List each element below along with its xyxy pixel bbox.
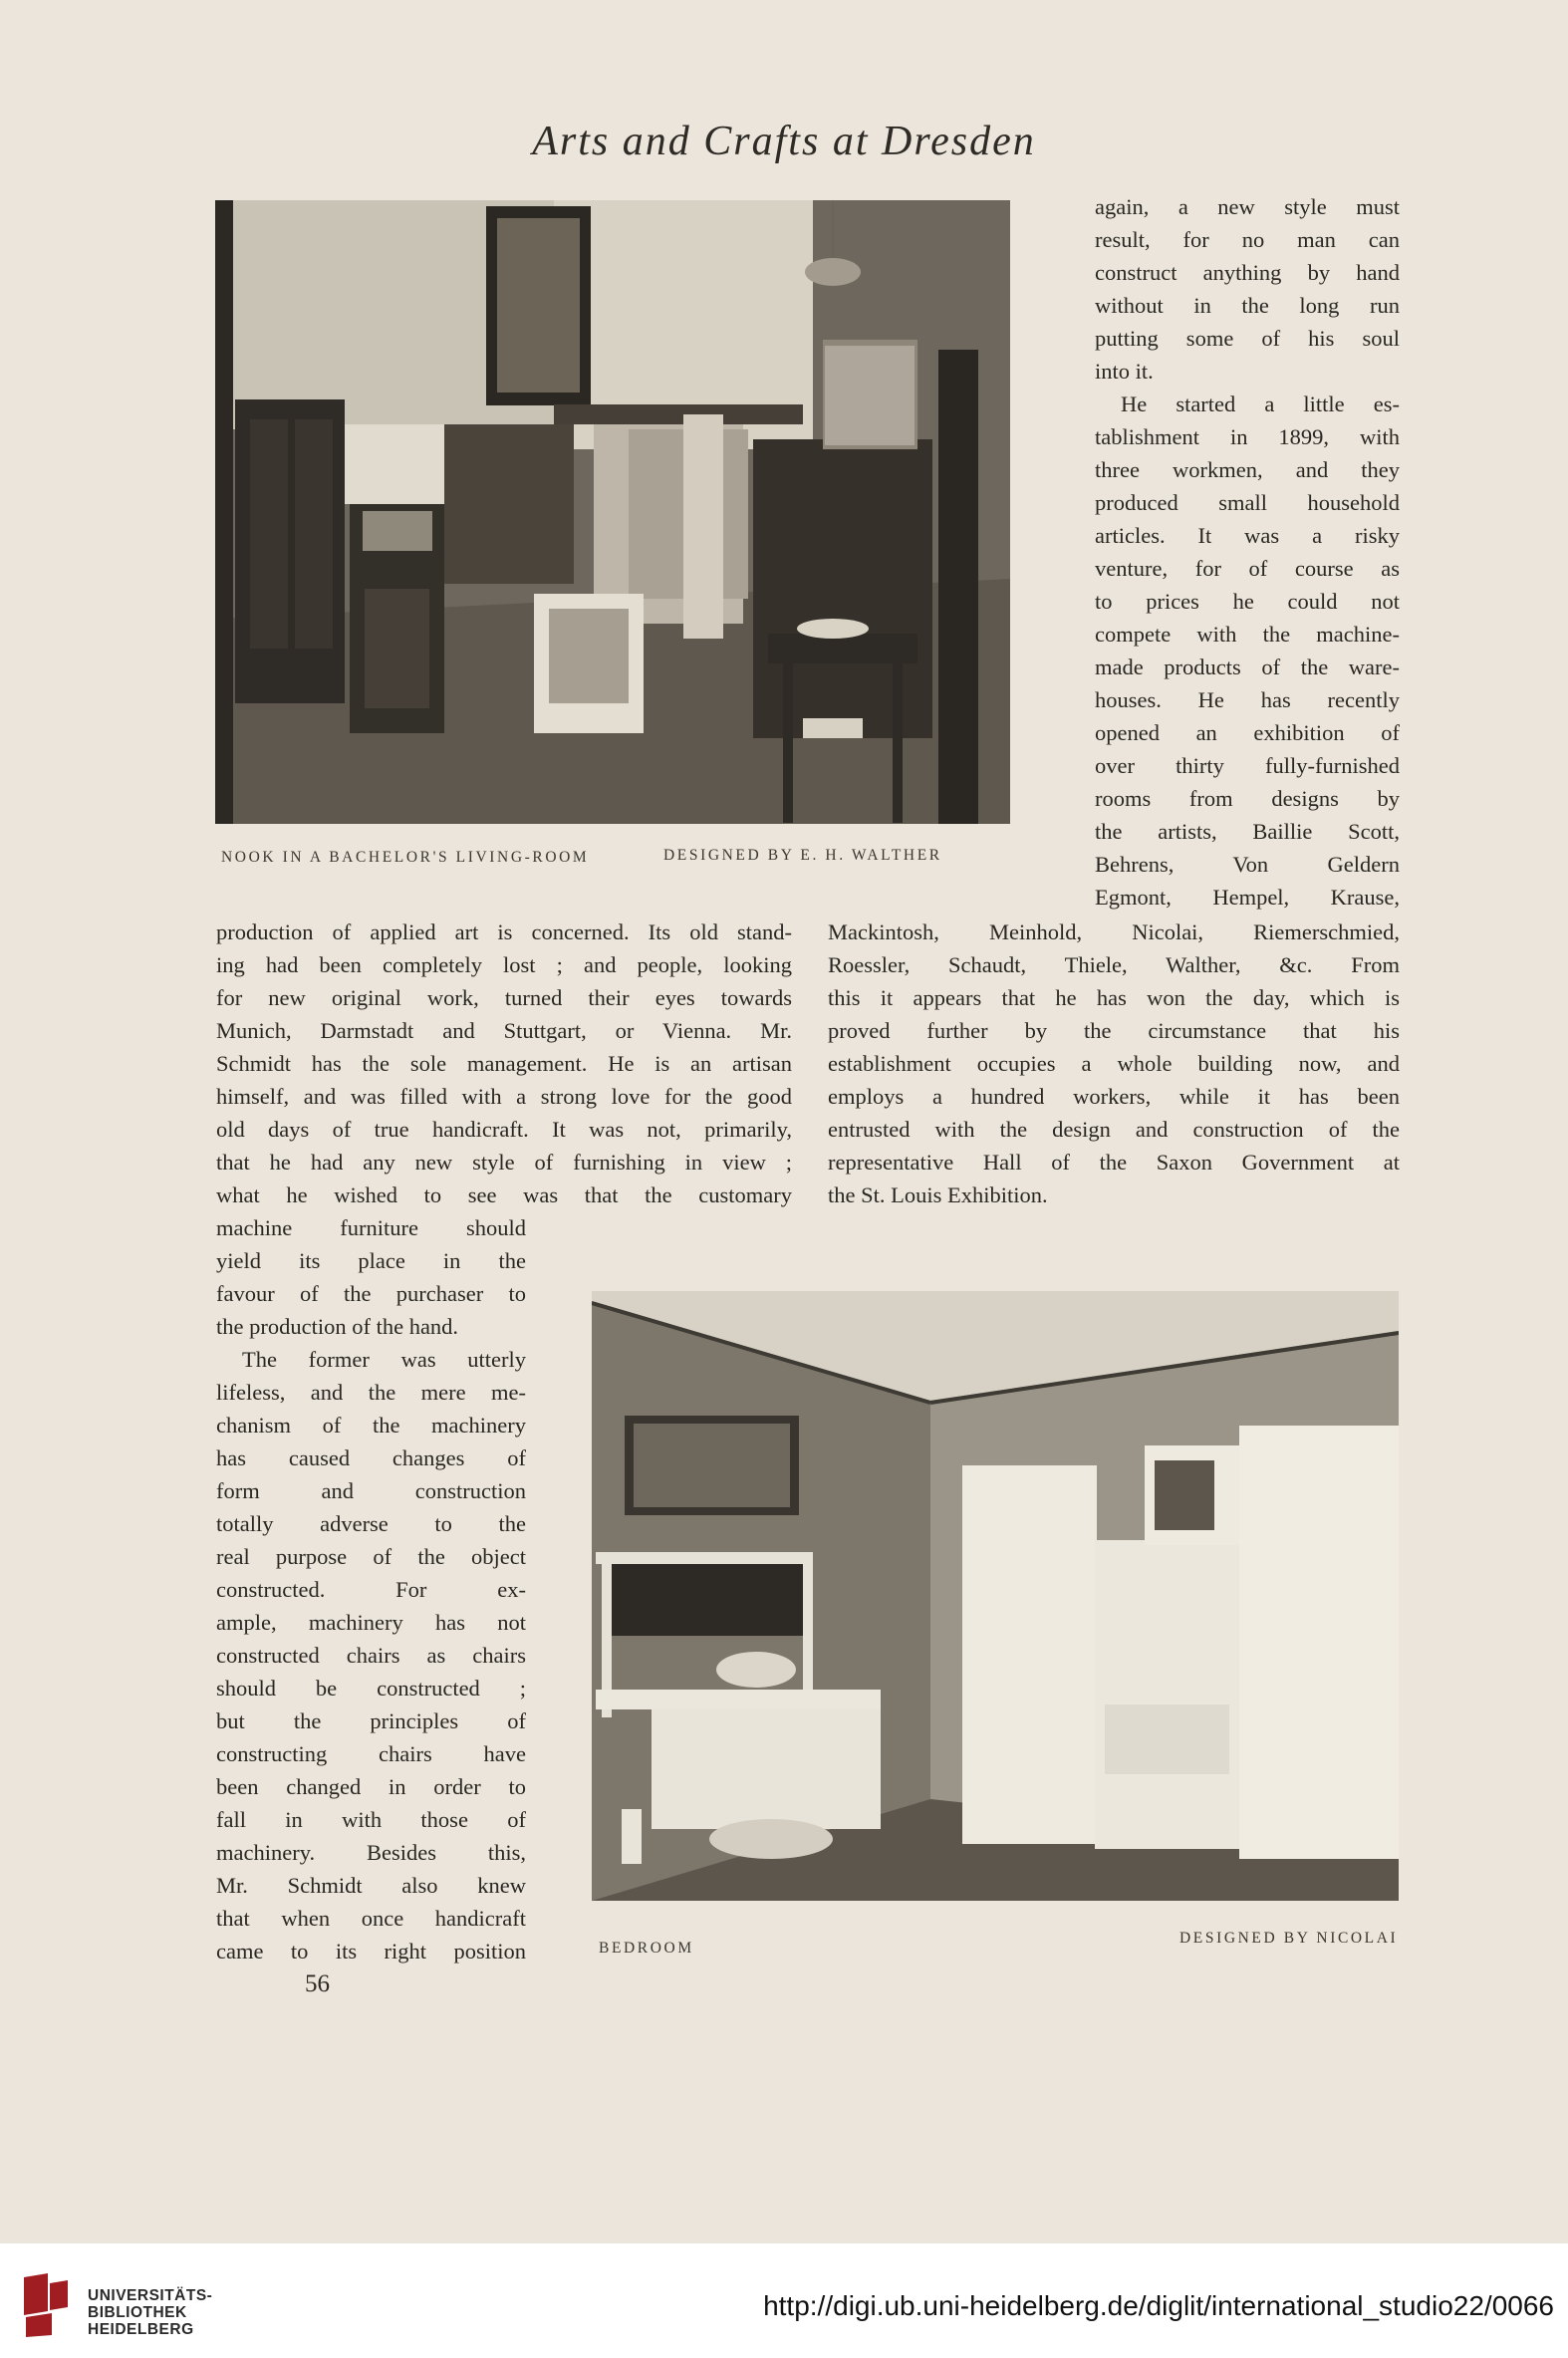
text-line: what he wished to see was that the customary bbox=[216, 1182, 792, 1207]
text-line: articles. It was a risky bbox=[1095, 523, 1400, 548]
text-line: Roessler, Schaudt, Thiele, Walther, &c. From bbox=[828, 952, 1400, 977]
text-line: Mackintosh, Meinhold, Nicolai, Riemerschmied, bbox=[828, 919, 1400, 944]
text-line: came to its right position bbox=[216, 1939, 526, 1964]
text-line: produced small household bbox=[1095, 490, 1400, 515]
caption-nook-title: NOOK IN A BACHELOR'S LIVING-ROOM bbox=[221, 849, 590, 866]
text-line: into it. bbox=[1095, 359, 1154, 384]
institution-line-3: HEIDELBERG bbox=[88, 2321, 194, 2338]
text-line: himself, and was filled with a strong love for the good bbox=[216, 1084, 792, 1109]
text-line: houses. He has recently bbox=[1095, 687, 1400, 712]
text-line: without in the long run bbox=[1095, 293, 1400, 318]
caption-nook-designer: DESIGNED BY E. H. WALTHER bbox=[663, 847, 942, 864]
text-column-right-top bbox=[1095, 190, 1400, 914]
library-logo-icon bbox=[22, 2271, 70, 2339]
library-footer bbox=[0, 2243, 1568, 2358]
text-line: establishment occupies a whole building now, and bbox=[828, 1051, 1400, 1076]
text-line: ing had been completely lost ; and people, looking bbox=[216, 952, 792, 977]
text-line: but the principles of bbox=[216, 1708, 526, 1733]
text-line: rooms from designs by bbox=[1095, 786, 1400, 811]
text-line: three workmen, and they bbox=[1095, 457, 1400, 482]
text-line: employs a hundred workers, while it has been bbox=[828, 1084, 1400, 1109]
caption-bedroom-designer: DESIGNED BY NICOLAI bbox=[1179, 1930, 1399, 1947]
institution-line-1: UNIVERSITÄTS- bbox=[88, 2287, 213, 2304]
text-line: compete with the machine- bbox=[1095, 622, 1400, 647]
text-line: that he had any new style of furnishing in view ; bbox=[216, 1150, 792, 1175]
text-line: Schmidt has the sole management. He is an artisan bbox=[216, 1051, 792, 1076]
text-line: constructing chairs have bbox=[216, 1741, 526, 1766]
institution-line-2: BIBLIOTHEK bbox=[88, 2304, 187, 2321]
photo-bachelor-nook bbox=[215, 200, 1010, 824]
text-line: old days of true handicraft. It was not, primarily, bbox=[216, 1117, 792, 1142]
text-line: tablishment in 1899, with bbox=[1095, 424, 1400, 449]
text-line: that when once handicraft bbox=[216, 1906, 526, 1931]
page-number: 56 bbox=[305, 1970, 330, 1997]
text-line: constructed. For ex- bbox=[216, 1577, 526, 1602]
text-line: should be constructed ; bbox=[216, 1676, 526, 1701]
text-line: ample, machinery has not bbox=[216, 1610, 526, 1635]
text-line: Behrens, Von Geldern bbox=[1095, 852, 1400, 877]
running-head: Arts and Crafts at Dresden bbox=[532, 119, 1036, 164]
text-line: this it appears that he has won the day, which is bbox=[828, 985, 1400, 1010]
text-line: putting some of his soul bbox=[1095, 326, 1400, 351]
text-line: the artists, Baillie Scott, bbox=[1095, 819, 1400, 844]
text-column-left-middle bbox=[216, 916, 792, 1211]
text-line: favour of the purchaser to bbox=[216, 1281, 526, 1306]
text-column-left-bottom bbox=[216, 1211, 526, 1967]
text-line: result, for no man can bbox=[1095, 227, 1400, 252]
text-line: been changed in order to bbox=[216, 1774, 526, 1799]
text-line: fall in with those of bbox=[216, 1807, 526, 1832]
text-column-right-middle bbox=[828, 916, 1400, 1211]
bedroom-photograph bbox=[592, 1291, 1399, 1901]
text-line: constructed chairs as chairs bbox=[216, 1643, 526, 1668]
text-line: venture, for of course as bbox=[1095, 556, 1400, 581]
text-line: Munich, Darmstadt and Stuttgart, or Vienna. Mr. bbox=[216, 1018, 792, 1043]
text-line: Mr. Schmidt also knew bbox=[216, 1873, 526, 1898]
photo-bedroom bbox=[592, 1291, 1399, 1901]
text-line: chanism of the machinery bbox=[216, 1413, 526, 1438]
text-line: Egmont, Hempel, Krause, bbox=[1095, 885, 1400, 910]
text-line: made products of the ware- bbox=[1095, 655, 1400, 679]
text-line: has caused changes of bbox=[216, 1445, 526, 1470]
text-line: the production of the hand. bbox=[216, 1314, 459, 1339]
text-line: entrusted with the design and construction of the bbox=[828, 1117, 1400, 1142]
text-line: real purpose of the object bbox=[216, 1544, 526, 1569]
text-line: totally adverse to the bbox=[216, 1511, 526, 1536]
text-line: to prices he could not bbox=[1095, 589, 1400, 614]
text-line: over thirty fully-furnished bbox=[1095, 753, 1400, 778]
text-line: lifeless, and the mere me- bbox=[216, 1380, 526, 1405]
text-line: proved further by the circumstance that his bbox=[828, 1018, 1400, 1043]
text-line: construct anything by hand bbox=[1095, 260, 1400, 285]
text-line: form and construction bbox=[216, 1478, 526, 1503]
caption-bedroom-title: BEDROOM bbox=[599, 1940, 694, 1957]
text-line: yield its place in the bbox=[216, 1248, 526, 1273]
text-line: production of applied art is concerned. Its old stand- bbox=[216, 919, 792, 944]
source-url-link[interactable]: http://digi.ub.uni-heidelberg.de/diglit/international_studio22/0066 bbox=[763, 2290, 1554, 2321]
text-line: machinery. Besides this, bbox=[216, 1840, 526, 1865]
text-line: opened an exhibition of bbox=[1095, 720, 1400, 745]
text-line: machine furniture should bbox=[216, 1215, 526, 1240]
text-line: the St. Louis Exhibition. bbox=[828, 1182, 1048, 1207]
text-line: He started a little es- bbox=[1121, 392, 1400, 416]
nook-photograph bbox=[215, 200, 1010, 824]
text-line: representative Hall of the Saxon Government at bbox=[828, 1150, 1400, 1175]
text-line: for new original work, turned their eyes towards bbox=[216, 985, 792, 1010]
text-line: The former was utterly bbox=[242, 1347, 526, 1372]
text-line: again, a new style must bbox=[1095, 194, 1400, 219]
